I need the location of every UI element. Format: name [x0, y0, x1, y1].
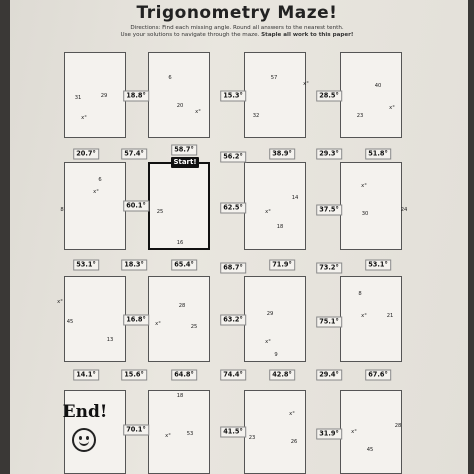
triangle-label: x°: [289, 411, 295, 417]
triangle-label: x°: [351, 429, 357, 435]
answer-badge[interactable]: 75.1°: [316, 317, 342, 328]
maze-box-r2c3[interactable]: [244, 162, 306, 250]
triangle-label: x°: [361, 183, 367, 189]
answer-badge[interactable]: 70.1°: [123, 425, 149, 436]
triangle-label: 29: [100, 93, 108, 99]
triangle-label: x°: [81, 115, 87, 121]
maze-box-r1c1[interactable]: [64, 52, 126, 138]
triangle-label: 16: [176, 240, 184, 246]
answer-badge[interactable]: 28.5°: [316, 91, 342, 102]
maze-box-r4c3[interactable]: [244, 390, 306, 474]
triangle-label: 8: [60, 207, 64, 213]
triangle-label: 26: [290, 439, 298, 445]
maze-box-r3c4[interactable]: [340, 276, 402, 362]
start-label: Start!: [171, 157, 199, 168]
triangle-label: 57: [270, 75, 278, 81]
triangle-label: x°: [195, 109, 201, 115]
triangle-label: 32: [252, 113, 260, 119]
triangle-label: 21: [386, 313, 394, 319]
answer-badge[interactable]: 38.9°: [269, 149, 295, 160]
triangle-label: 25: [156, 209, 164, 215]
triangle-label: 40: [374, 83, 382, 89]
triangle-label: 29: [266, 311, 274, 317]
triangle-label: 8: [358, 291, 362, 297]
triangle-label: 53: [186, 431, 194, 437]
answer-badge[interactable]: 51.8°: [365, 149, 391, 160]
triangle-label: 6: [168, 75, 172, 81]
triangle-label: x°: [155, 321, 161, 327]
answer-badge[interactable]: 67.6°: [365, 370, 391, 381]
answer-badge[interactable]: 62.5°: [220, 203, 246, 214]
answer-badge[interactable]: 71.9°: [269, 260, 295, 271]
answer-badge[interactable]: 65.4°: [171, 260, 197, 271]
answer-badge[interactable]: 74.4°: [220, 370, 246, 381]
maze-box-r2c1[interactable]: [64, 162, 126, 250]
answer-badge[interactable]: 73.2°: [316, 263, 342, 274]
triangle-label: x°: [165, 433, 171, 439]
maze-box-r3c3[interactable]: [244, 276, 306, 362]
answer-badge[interactable]: 41.5°: [220, 427, 246, 438]
answer-badge[interactable]: 56.2°: [220, 152, 246, 163]
answer-badge[interactable]: 18.8°: [123, 91, 149, 102]
directions-bold: Staple all work to this paper!: [261, 32, 354, 38]
answer-badge[interactable]: 53.1°: [365, 260, 391, 271]
directions-plain: Use your solutions to navigate through the maze.: [120, 32, 260, 38]
triangle-label: 31: [74, 95, 82, 101]
triangle-label: 45: [366, 447, 374, 453]
triangle-label: 20: [176, 103, 184, 109]
answer-badge[interactable]: 29.4°: [316, 370, 342, 381]
triangle-label: x°: [57, 299, 63, 305]
answer-badge[interactable]: 16.8°: [123, 315, 149, 326]
triangle-label: 30: [361, 211, 369, 217]
triangle-label: 45: [66, 319, 74, 325]
maze-box-r1c4[interactable]: [340, 52, 402, 138]
answer-badge[interactable]: 14.1°: [73, 370, 99, 381]
triangle-label: 9: [274, 352, 278, 358]
maze-box-r1c3[interactable]: [244, 52, 306, 138]
triangle-label: 28: [394, 423, 402, 429]
triangle-label: 14: [291, 195, 299, 201]
answer-badge[interactable]: 20.7°: [73, 149, 99, 160]
answer-badge[interactable]: 29.3°: [316, 149, 342, 160]
start-box[interactable]: [148, 162, 210, 250]
triangle-label: 23: [248, 435, 256, 441]
answer-badge[interactable]: 57.4°: [121, 149, 147, 160]
triangle-label: x°: [303, 81, 309, 87]
answer-badge[interactable]: 64.8°: [171, 370, 197, 381]
answer-badge[interactable]: 18.3°: [121, 260, 147, 271]
triangle-label: x°: [93, 189, 99, 195]
triangle-label: 18: [276, 224, 284, 230]
answer-badge[interactable]: 68.7°: [220, 263, 246, 274]
answer-badge[interactable]: 31.9°: [316, 429, 342, 440]
smiley-icon: [72, 428, 96, 452]
triangle-label: x°: [389, 105, 395, 111]
maze-box-r2c4[interactable]: [340, 162, 402, 250]
answer-badge[interactable]: 60.1°: [123, 201, 149, 212]
end-label: End!: [62, 402, 108, 422]
answer-badge[interactable]: 42.8°: [269, 370, 295, 381]
directions-line-1: Directions: Find each missing angle. Round all answers to the nearest tenth.: [130, 25, 344, 31]
triangle-label: 6: [98, 177, 102, 183]
answer-badge[interactable]: 37.5°: [316, 205, 342, 216]
maze-box-r4c4[interactable]: [340, 390, 402, 474]
answer-badge[interactable]: 58.7°: [171, 145, 197, 156]
maze-box-r1c2[interactable]: [148, 52, 210, 138]
answer-badge[interactable]: 53.1°: [73, 260, 99, 271]
answer-badge[interactable]: 15.6°: [121, 370, 147, 381]
triangle-label: 13: [106, 337, 114, 343]
answer-badge[interactable]: 15.3°: [220, 91, 246, 102]
triangle-label: 24: [400, 207, 408, 213]
maze-box-r4c2[interactable]: [148, 390, 210, 474]
triangle-label: x°: [361, 313, 367, 319]
triangle-label: x°: [265, 209, 271, 215]
maze-box-r3c2[interactable]: [148, 276, 210, 362]
triangle-label: x°: [265, 339, 271, 345]
triangle-label: 23: [356, 113, 364, 119]
triangle-label: 18: [176, 393, 184, 399]
triangle-label: 25: [190, 324, 198, 330]
answer-badge[interactable]: 63.2°: [220, 315, 246, 326]
triangle-label: 28: [178, 303, 186, 309]
smiley-m: [79, 439, 89, 446]
directions-line-2: [0, 32, 474, 38]
worksheet-title: Trigonometry Maze!: [136, 3, 338, 23]
